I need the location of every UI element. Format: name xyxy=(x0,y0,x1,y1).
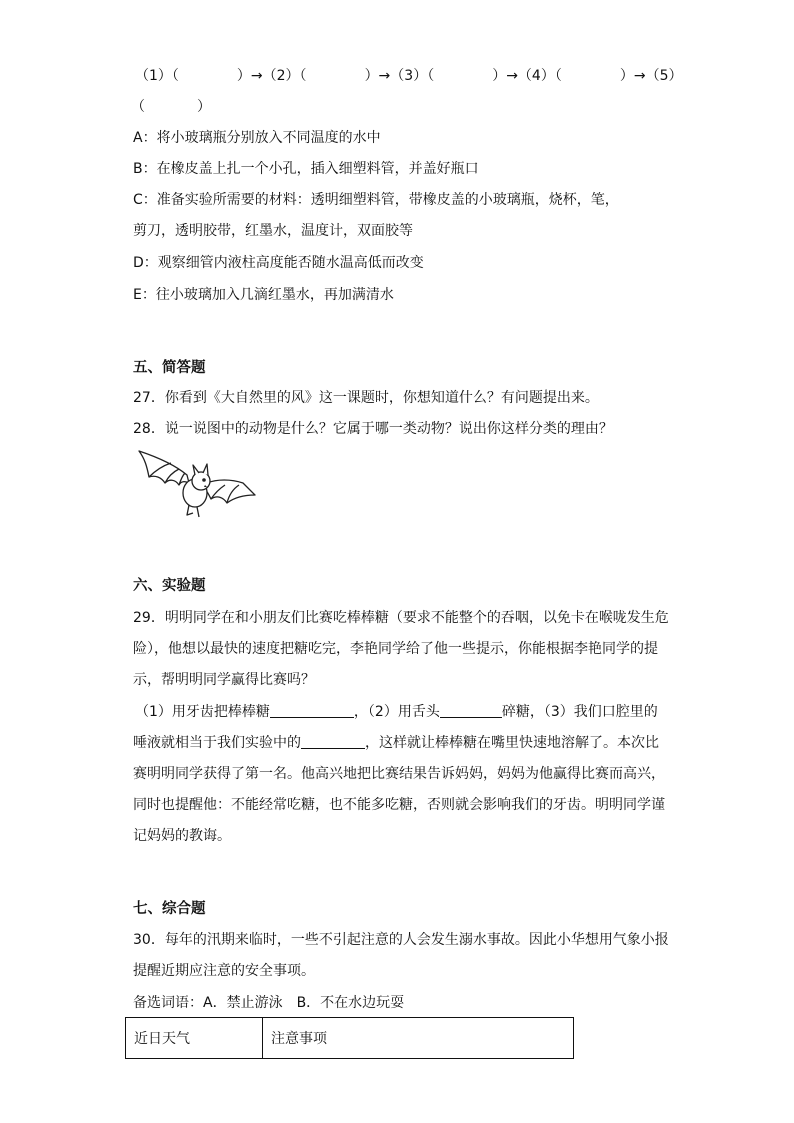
question-27: 27．你看到《大自然里的风》这一课题时，你想知道什么？有问题提出来。 xyxy=(133,390,599,406)
bat-illustration xyxy=(135,445,260,525)
fill-text-a: （1）用牙齿把棒棒糖 xyxy=(135,704,270,720)
seq-item-3: ）→（3）（ xyxy=(364,68,435,84)
option-e: E：往小玻璃加入几滴红墨水，再加满清水 xyxy=(133,287,394,303)
fill-blank-2[interactable] xyxy=(440,703,502,718)
question-29-rest-1: 赛明明同学获得了第一名。他高兴地把比赛结果告诉妈妈，妈妈为他赢得比赛而高兴， xyxy=(133,766,665,782)
weather-notes-table xyxy=(125,1017,574,1059)
fill-text-c: 碎糖，（3）我们口腔里的 xyxy=(501,704,658,720)
question-29-line-3: 示，帮明明同学赢得比赛吗？ xyxy=(133,672,315,688)
seq-item-2: ）→（2）（ xyxy=(236,68,307,84)
option-a: A：将小玻璃瓶分别放入不同温度的水中 xyxy=(133,130,381,146)
fill-text-e: ，这样就让棒棒糖在嘴里快速地溶解了。本次比 xyxy=(365,735,659,751)
header-weather: 近日天气 xyxy=(126,1018,263,1059)
question-30-options: 备选词语：A．禁止游泳 B．不在水边玩耍 xyxy=(133,995,405,1011)
table-row xyxy=(126,1018,574,1059)
sequence-line xyxy=(135,66,682,86)
option-d: D：观察细管内液柱高度能否随水温高低而改变 xyxy=(133,255,424,271)
header-notes: 注意事项 xyxy=(263,1018,574,1059)
question-29-line-2: 险），他想以最快的速度把糖吃完，李艳同学给了他一些提示，你能根据李艳同学的提 xyxy=(133,641,658,657)
seq-item-1: （1）（ xyxy=(135,68,179,84)
question-28: 28．说一说图中的动物是什么？它属于哪一类动物？说出你这样分类的理由？ xyxy=(133,421,613,437)
question-29-fill-line-2 xyxy=(133,733,659,753)
question-29-line-1: 29．明明同学在和小朋友们比赛吃棒棒糖（要求不能整个的吞咽，以免卡在喉咙发生危 xyxy=(133,610,669,626)
fill-blank-1[interactable] xyxy=(270,703,354,718)
option-c-cont: 剪刀，透明胶带，红墨水，温度计，双面胶等 xyxy=(133,223,413,239)
paren-close: ） xyxy=(197,99,211,115)
section-6-heading: 六、实验题 xyxy=(133,578,206,594)
option-b: B：在橡皮盖上扎一个小孔，插入细塑料管，并盖好瓶口 xyxy=(133,161,479,177)
fill-text-b: ，（2）用舌头 xyxy=(353,704,440,720)
section-7-heading: 七、综合题 xyxy=(133,901,206,917)
question-29-fill-line-1 xyxy=(135,702,658,722)
question-30-line-2: 提醒近期应注意的安全事项。 xyxy=(133,963,315,979)
seq-item-4: ）→（4）（ xyxy=(492,68,562,84)
fill-text-d: 唾液就相当于我们实验中的 xyxy=(133,735,301,751)
question-29-rest-3: 记妈妈的教诲。 xyxy=(133,828,231,844)
seq-item-5: ）→（5） xyxy=(619,68,683,84)
fill-blank-3[interactable] xyxy=(301,734,365,749)
question-29-rest-2: 同时也提醒他：不能经常吃糖，也不能多吃糖，否则就会影响我们的牙齿。明明同学谨 xyxy=(133,797,665,813)
section-5-heading: 五、简答题 xyxy=(133,360,206,376)
option-c: C：准备实验所需要的材料：透明细塑料管，带橡皮盖的小玻璃瓶，烧杯，笔， xyxy=(133,192,619,208)
sequence-last-paren xyxy=(131,97,211,117)
paren-open: （ xyxy=(131,99,145,115)
question-30-line-1: 30．每年的汛期来临时，一些不引起注意的人会发生溺水事故。因此小华想用气象小报 xyxy=(133,932,669,948)
